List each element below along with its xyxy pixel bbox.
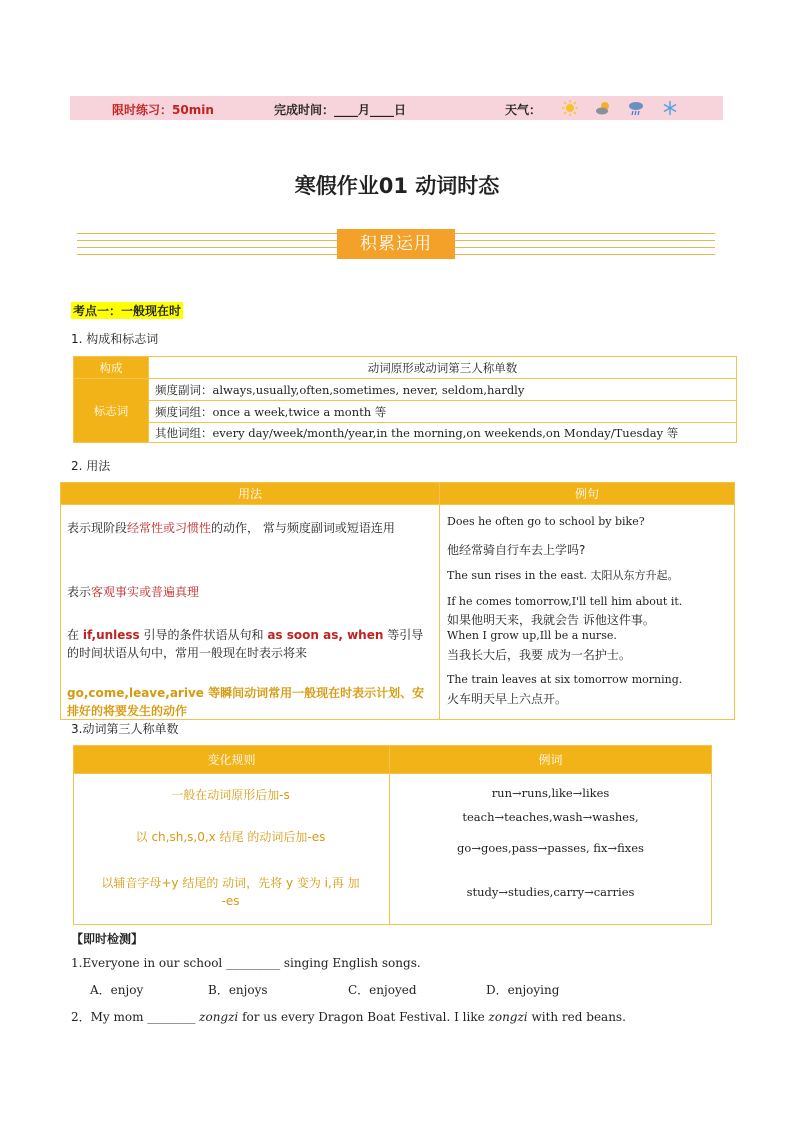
example-sentence: Does he often go to school by bike?	[447, 515, 645, 528]
option-c: C．enjoyed	[348, 983, 417, 997]
snowflake-icon	[662, 100, 678, 116]
table-cell: 其他词组：every day/week/month/year,in the morning,on weekends,on Monday/Tuesday 等	[149, 423, 737, 443]
rules-cell	[74, 774, 390, 925]
usage-item	[67, 519, 432, 537]
third-person-rules-table	[73, 745, 712, 925]
rain-cloud-icon	[628, 100, 644, 116]
rule-item: -es	[221, 894, 240, 908]
option-a: A．enjoy	[90, 983, 144, 997]
rule-item: 一般在动词原形后加-s	[171, 788, 290, 802]
table-header-cell: 例句	[440, 483, 735, 505]
text: for us every Dragon Boat Festival. I like	[238, 1010, 489, 1024]
table-cell: 频度词组：once a week,twice a month 等	[149, 401, 737, 423]
text: with red beans.	[527, 1010, 626, 1024]
question-1: 1.Everyone in our school _________ singing English songs.	[71, 956, 421, 970]
text: 表示	[67, 585, 92, 599]
question-2	[71, 1008, 626, 1025]
highlight-text: 经常性或习惯性	[127, 521, 212, 535]
highlight-text: 客观事实或普遍真理	[91, 585, 200, 599]
option-d: D．enjoying	[486, 983, 560, 997]
usage-table	[60, 482, 735, 720]
table-header-cell: 构成	[74, 357, 149, 379]
text: 2．My mom ________	[71, 1010, 200, 1024]
subsection-heading: 3.动词第三人称单数	[71, 722, 179, 736]
table-cell: 动词原形或动词第三人称单数	[149, 357, 737, 379]
example-word: run→runs,like→likes	[491, 786, 610, 800]
check-heading: 【即时检测】	[71, 932, 144, 946]
example-sentence: The sun rises in the east. 太阳从东方升起。	[447, 569, 679, 582]
highlight-text: if,unless	[82, 628, 140, 642]
table-header-cell: 变化规则	[74, 746, 390, 774]
sun-icon	[562, 100, 578, 116]
table-header-cell: 标志词	[74, 379, 149, 443]
example-word: teach→teaches,wash→washes,	[462, 810, 639, 824]
example-translation: 他经常骑自行车去上学吗?	[447, 543, 586, 557]
italic-word: zongzi	[488, 1010, 528, 1024]
section-banner: 积累运用	[337, 229, 455, 259]
usage-cell	[61, 505, 440, 720]
subsection-heading: 2. 用法	[71, 459, 111, 473]
text: 引导的条件状语从句和	[139, 628, 268, 642]
finish-time: 完成时间：____月____日	[274, 103, 407, 117]
example-word: go→goes,pass→passes, fix→fixes	[457, 841, 644, 855]
page-title: 寒假作业01 动词时态	[294, 174, 500, 198]
example-sentence: The train leaves at six tomorrow morning.	[447, 673, 683, 686]
usage-item	[67, 583, 199, 600]
partly-cloudy-icon	[595, 100, 611, 116]
italic-word: zongzi	[199, 1010, 239, 1024]
text: 在	[67, 628, 83, 642]
rule-item: 以辅音字母+y 结尾的 动词，先将 y 变为 i,再 加	[101, 876, 360, 890]
option-b: B．enjoys	[208, 983, 268, 997]
weather-label: 天气：	[505, 103, 542, 117]
subsection-heading: 1. 构成和标志词	[71, 332, 159, 346]
example-word: study→studies,carry→carries	[466, 885, 635, 899]
time-limit: 限时练习：50min	[112, 103, 214, 117]
example-sentence: When I grow up,Ill be a nurse.	[447, 629, 617, 642]
table-cell: 频度副词：always,usually,often,sometimes, never, seldom,hardly	[149, 379, 737, 401]
example-cell	[440, 505, 735, 720]
table-header-cell: 用法	[61, 483, 440, 505]
point-heading: 考点一：一般现在时	[73, 304, 182, 318]
text: 的动作， 常与频度副词或短语连用	[211, 521, 395, 535]
usage-item	[67, 626, 432, 662]
rule-item: 以 ch,sh,s,0,x 结尾 的动词后加-es	[135, 830, 326, 844]
highlight-text: as soon as, when	[267, 628, 384, 642]
example-translation: 火车明天早上六点开。	[447, 692, 568, 706]
text: 等引导的时间状语从句中，常用一般现在时表示将来	[67, 628, 424, 660]
text: 表示现阶段	[67, 521, 128, 535]
example-translation: 当我长大后，我要 成为一名护士。	[447, 648, 631, 662]
form-and-signal-words-table	[73, 356, 737, 443]
usage-item: go,come,leave,arive 等瞬间动词常用一般现在时表示计划、安排好的将要发生的动作	[67, 686, 425, 718]
table-header-cell: 例词	[390, 746, 712, 774]
examples-cell	[390, 774, 712, 925]
practice-header-bar	[70, 96, 723, 120]
example-sentence: If he comes tomorrow,I'll tell him about it.	[447, 595, 683, 608]
example-translation: 如果他明天来，我就会告 诉他这件事。	[447, 613, 655, 627]
